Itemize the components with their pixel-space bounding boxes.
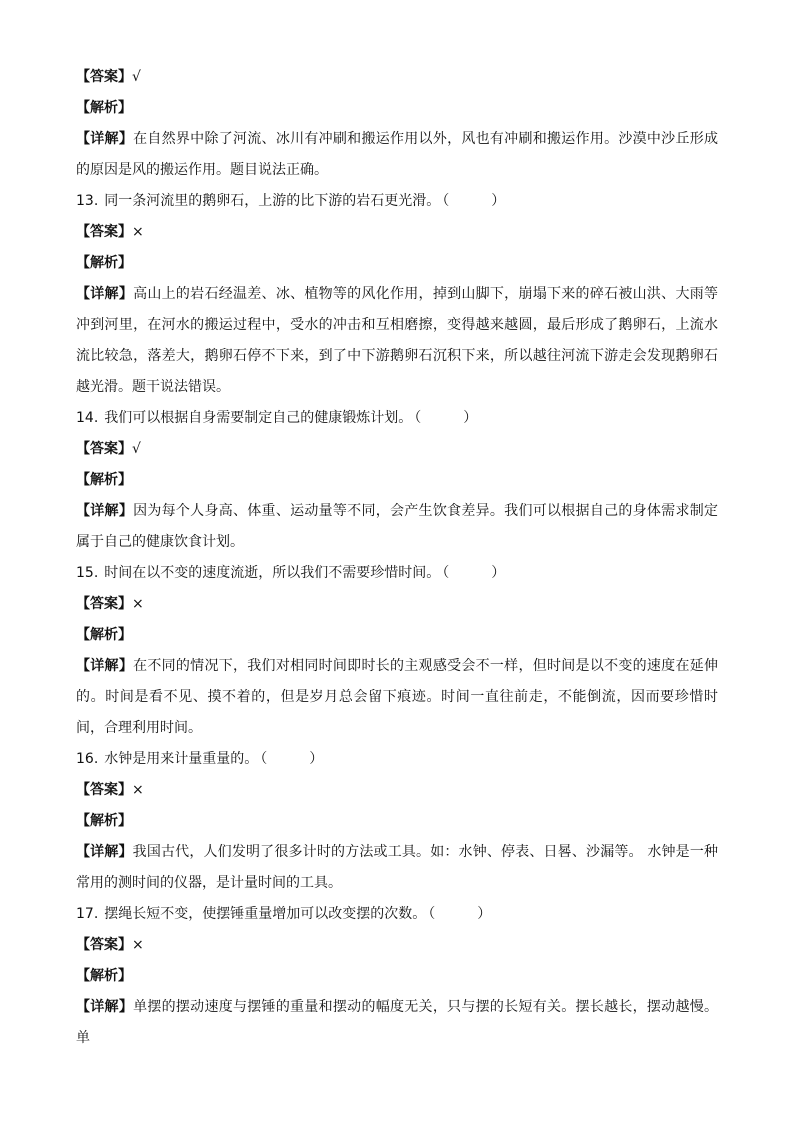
answer-label: 【答案】 — [76, 224, 132, 240]
detail-paragraph — [76, 837, 718, 899]
answer-line — [76, 775, 718, 806]
detail-text: 在不同的情况下，我们对相同时间即时长的主观感受会不一样，但时间是以不变的速度在延伸的。时间是看不见、摸不着的，但是岁月总会留下痕迹。时间一直往前走，不能倒流，因而要珍惜时间，合理利用时间。 — [76, 658, 719, 736]
question-number: 16. — [76, 751, 99, 767]
detail-label: 【详解】 — [76, 131, 134, 147]
detail-paragraph — [76, 279, 718, 403]
question-text: 同一条河流里的鹅卵石，上游的比下游的岩石更光滑。 — [104, 193, 441, 209]
detail-text: 在自然界中除了河流、冰川有冲刷和搬运作用以外，风也有冲刷和搬运作用。沙漠中沙丘形成的原因是风的搬运作用。题目说法正确。 — [76, 131, 719, 178]
question-text: 时间在以不变的速度流逝，所以我们不需要珍惜时间。 — [104, 565, 441, 581]
answer-value: × — [132, 782, 144, 798]
question-text: 水钟是用来计量重量的。 — [104, 751, 259, 767]
question-16 — [76, 744, 718, 775]
analysis-line — [76, 93, 718, 124]
answer-line — [76, 589, 718, 620]
detail-paragraph — [76, 124, 718, 186]
detail-label: 【详解】 — [76, 286, 134, 302]
analysis-line — [76, 806, 718, 837]
detail-paragraph — [76, 992, 718, 1054]
analysis-label: 【解析】 — [76, 627, 132, 643]
answer-blank: （ ） — [260, 751, 324, 767]
question-number: 13. — [76, 193, 99, 209]
question-number: 17. — [76, 906, 99, 922]
answer-line — [76, 217, 718, 248]
detail-text: 单摆的摆动速度与摆锤的重量和摆动的幅度无关，只与摆的长短有关。摆长越长，摆动越慢。单 — [76, 999, 719, 1046]
answer-line — [76, 62, 718, 93]
question-text: 摆绳长短不变，使摆锤重量增加可以改变摆的次数。 — [104, 906, 427, 922]
answer-value: × — [132, 596, 144, 612]
analysis-label: 【解析】 — [76, 968, 132, 984]
analysis-label: 【解析】 — [76, 813, 132, 829]
answer-value: × — [132, 224, 144, 240]
detail-label: 【详解】 — [76, 999, 134, 1015]
question-text: 我们可以根据自身需要制定自己的健康锻炼计划。 — [104, 410, 413, 426]
question-number: 15. — [76, 565, 99, 581]
answer-line — [76, 434, 718, 465]
answer-label: 【答案】 — [76, 69, 132, 85]
detail-text: 我国古代，人们发明了很多计时的方法或工具。如：水钟、停表、日晷、沙漏等。 水钟是一种常用的测时间的仪器，是计量时间的工具。 — [76, 844, 718, 891]
answer-value: √ — [132, 69, 141, 85]
answer-label: 【答案】 — [76, 441, 132, 457]
question-17 — [76, 899, 718, 930]
analysis-label: 【解析】 — [76, 472, 132, 488]
answer-blank: （ ） — [428, 906, 492, 922]
answer-value: √ — [132, 441, 141, 457]
question-14 — [76, 403, 718, 434]
analysis-line — [76, 465, 718, 496]
question-13 — [76, 186, 718, 217]
detail-paragraph — [76, 496, 718, 558]
analysis-line — [76, 620, 718, 651]
answer-label: 【答案】 — [76, 782, 132, 798]
analysis-line — [76, 248, 718, 279]
question-15 — [76, 558, 718, 589]
detail-text: 高山上的岩石经温差、冰、植物等的风化作用，掉到山脚下，崩塌下来的碎石被山洪、大雨等冲到河里，在河水的搬运过程中，受水的冲击和互相磨擦，变得越来越圆，最后形成了鹅卵石，上流水流比较急，落差大，鹅卵石停不下来，到了中下游鹅卵石沉积下来，所以越往河流下游走会发现鹅卵石越光滑。题干说法错误。 — [76, 286, 719, 395]
analysis-label: 【解析】 — [76, 255, 132, 271]
detail-paragraph — [76, 651, 718, 744]
answer-label: 【答案】 — [76, 937, 132, 953]
answer-label: 【答案】 — [76, 596, 132, 612]
detail-label: 【详解】 — [76, 658, 134, 674]
analysis-line — [76, 961, 718, 992]
answer-blank: （ ） — [442, 565, 506, 581]
answer-value: × — [132, 937, 144, 953]
question-number: 14. — [76, 410, 99, 426]
answer-blank: （ ） — [414, 410, 478, 426]
detail-label: 【详解】 — [76, 503, 134, 519]
analysis-label: 【解析】 — [76, 100, 132, 116]
answer-line — [76, 930, 718, 961]
detail-label: 【详解】 — [76, 844, 133, 860]
answer-blank: （ ） — [442, 193, 506, 209]
detail-text: 因为每个人身高、体重、运动量等不同，会产生饮食差异。我们可以根据自己的身体需求制定属于自己的健康饮食计划。 — [76, 503, 719, 550]
